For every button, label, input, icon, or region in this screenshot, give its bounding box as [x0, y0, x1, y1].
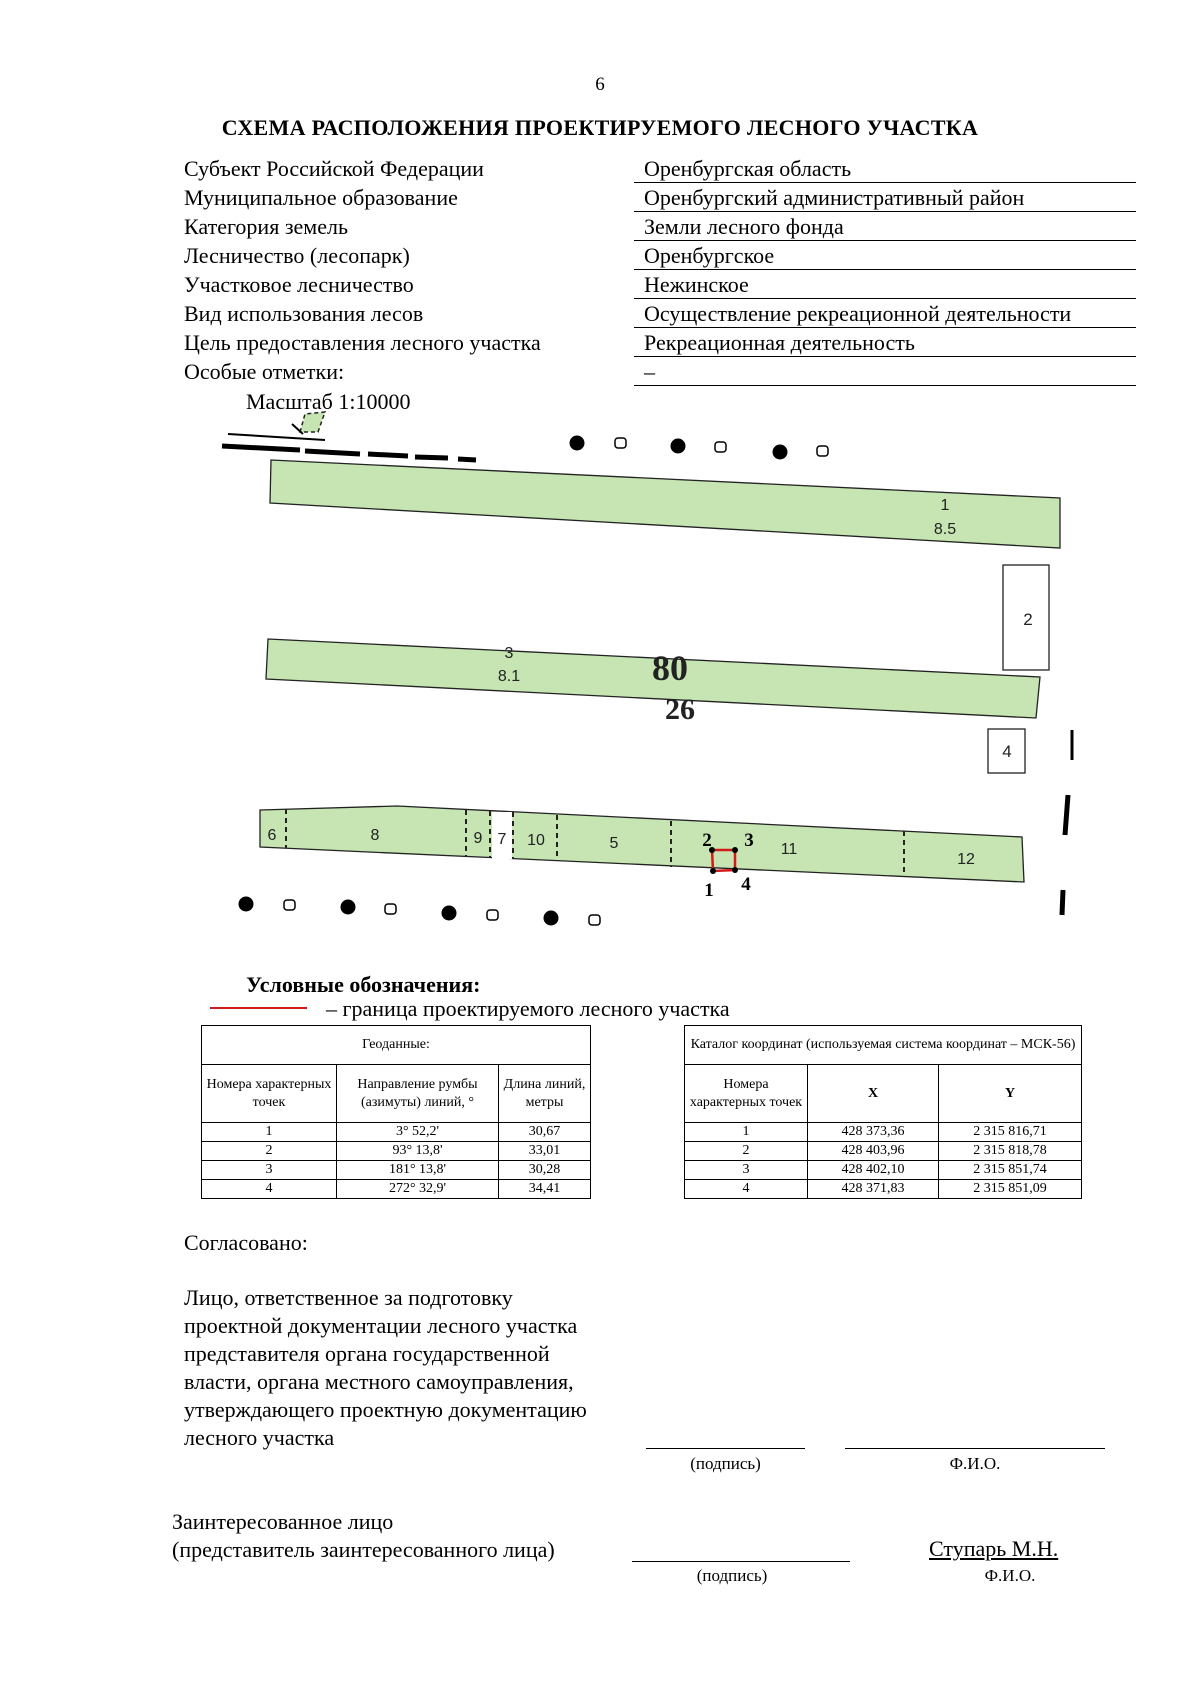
text-line: Заинтересованное лицо — [172, 1509, 394, 1534]
boundary-point-marker — [710, 868, 716, 874]
text-line: представителя органа государственной — [184, 1341, 550, 1366]
legend-boundary-text: – граница проектируемого лесного участка — [326, 996, 730, 1021]
boundary-point-marker — [732, 847, 738, 853]
signature-line-interested — [632, 1561, 850, 1562]
table-row — [202, 1142, 591, 1161]
marker-filled — [239, 897, 254, 912]
interested-person-text — [172, 1508, 555, 1564]
info-label-purpose: Цель предоставления лесного участка — [184, 330, 541, 355]
point-label-2: 2 — [702, 830, 712, 851]
point-label-1: 1 — [704, 880, 714, 901]
cell: 4 — [685, 1180, 808, 1199]
cell: 3 — [685, 1161, 808, 1180]
cell: 2 315 851,09 — [939, 1180, 1082, 1199]
plot-label-7: 7 — [497, 831, 507, 848]
agreed-label: Согласовано: — [184, 1230, 308, 1255]
cell: 181° 13,8' — [337, 1161, 499, 1180]
plot-label-8: 8 — [370, 827, 380, 844]
plot-area-3: 8.1 — [497, 668, 521, 685]
geodata-header-points: Номера характерных точек — [202, 1065, 337, 1123]
road-line — [305, 451, 360, 454]
table-row — [685, 1180, 1082, 1199]
marker-hollow — [817, 446, 828, 456]
cell: 2 — [685, 1142, 808, 1161]
page-number: 6 — [595, 74, 605, 95]
text-line: (представитель заинтересованного лица) — [172, 1537, 555, 1562]
plot-label-9: 9 — [473, 830, 483, 847]
cell: 33,01 — [499, 1142, 591, 1161]
road-line — [415, 457, 448, 458]
road-line — [228, 434, 325, 440]
marker-filled — [570, 436, 585, 451]
plot-label-11: 11 — [780, 841, 798, 858]
marker-hollow — [284, 900, 295, 910]
plot-label-10: 10 — [527, 832, 545, 849]
quarter-area: 26 — [665, 693, 695, 726]
coordinates-catalog-table — [684, 1025, 1082, 1199]
info-value-district-forestry: Нежинское — [634, 272, 1136, 299]
marker-filled — [671, 439, 686, 454]
marker-filled — [544, 911, 559, 926]
cell: 2 — [202, 1142, 337, 1161]
cell: 30,67 — [499, 1123, 591, 1142]
legend-boundary-line — [210, 1007, 307, 1009]
boundary-point-marker — [732, 867, 738, 873]
signature-caption-responsible: (подпись) — [690, 1454, 761, 1473]
geodata-table — [201, 1025, 591, 1199]
info-label-land-category: Категория земель — [184, 214, 348, 239]
table-row — [685, 1161, 1082, 1180]
road-line — [368, 454, 408, 456]
cell: 428 373,36 — [808, 1123, 939, 1142]
info-label-forest-use: Вид использования лесов — [184, 301, 424, 326]
info-value-land-category: Земли лесного фонда — [634, 214, 1136, 241]
info-value-purpose: Рекреационная деятельность — [634, 330, 1136, 357]
marker-filled — [442, 906, 457, 921]
point-label-4: 4 — [741, 874, 751, 895]
road-line — [1065, 795, 1068, 835]
cell: 428 402,10 — [808, 1161, 939, 1180]
text-line: утверждающего проектную документацию — [184, 1397, 587, 1422]
marker-hollow — [589, 915, 600, 925]
road-line — [222, 446, 300, 450]
info-label-subject: Субъект Российской Федерации — [184, 156, 484, 181]
catalog-header-x: X — [808, 1065, 939, 1123]
info-value-subject: Оренбургская область — [634, 156, 1136, 183]
text-line: власти, органа местного самоуправления, — [184, 1369, 574, 1394]
plot-row-bottom — [260, 806, 1024, 882]
cell: 30,28 — [499, 1161, 591, 1180]
plot-label-1: 1 — [940, 497, 950, 514]
table-row — [685, 1123, 1082, 1142]
responsible-person-text — [184, 1284, 587, 1452]
marker-hollow — [385, 904, 396, 914]
plot-area-1: 8.5 — [933, 521, 957, 538]
marker-filled — [773, 445, 788, 460]
catalog-header-y: Y — [939, 1065, 1082, 1123]
table-row — [202, 1161, 591, 1180]
plot-label-6: 6 — [267, 827, 277, 844]
road-line — [1062, 890, 1063, 915]
map-fragment-triangle — [300, 412, 325, 432]
plot-label-3: 3 — [504, 645, 514, 662]
info-value-notes: – — [634, 359, 1136, 386]
info-value-forest-use: Осуществление рекреационной деятельности — [634, 301, 1136, 328]
info-value-forestry: Оренбургское — [634, 243, 1136, 270]
legend-title: Условные обозначения: — [246, 972, 481, 997]
geodata-header-length: Длина линий, метры — [499, 1065, 591, 1123]
quarter-number: 80 — [652, 648, 688, 688]
info-label-district-forestry: Участковое лесничество — [184, 272, 414, 297]
table-row — [202, 1180, 591, 1199]
plot-label-4: 4 — [1002, 742, 1012, 761]
info-label-forestry: Лесничество (лесопарк) — [184, 243, 410, 268]
name-caption-responsible: Ф.И.О. — [949, 1454, 1001, 1473]
plot-label-2: 2 — [1023, 610, 1033, 629]
info-label-notes: Особые отметки: — [184, 359, 345, 384]
cell: 1 — [202, 1123, 337, 1142]
geodata-caption: Геоданные: — [202, 1026, 591, 1065]
interested-person-name: Ступарь М.Н. — [929, 1536, 1059, 1561]
cell: 34,41 — [499, 1180, 591, 1199]
cell: 1 — [685, 1123, 808, 1142]
document-title: СХЕМА РАСПОЛОЖЕНИЯ ПРОЕКТИРУЕМОГО ЛЕСНОГО УЧАСТКА — [221, 115, 979, 140]
info-value-municipality: Оренбургский административный район — [634, 185, 1136, 212]
table-row — [685, 1142, 1082, 1161]
marker-hollow — [615, 438, 626, 448]
cell: 428 371,83 — [808, 1180, 939, 1199]
name-line-responsible — [845, 1448, 1105, 1449]
marker-hollow — [715, 442, 726, 452]
catalog-caption: Каталог координат (используемая система координат – МСК-56) — [685, 1026, 1082, 1065]
marker-filled — [341, 900, 356, 915]
cell: 3 — [202, 1161, 337, 1180]
cell: 4 — [202, 1180, 337, 1199]
info-label-municipality: Муниципальное образование — [184, 185, 458, 210]
cell: 2 315 816,71 — [939, 1123, 1082, 1142]
cell: 272° 32,9' — [337, 1180, 499, 1199]
text-line: лесного участка — [184, 1425, 335, 1450]
map-scale: Масштаб 1:10000 — [246, 389, 411, 414]
catalog-header-points: Номера характерных точек — [685, 1065, 808, 1123]
cell: 428 403,96 — [808, 1142, 939, 1161]
cell: 2 315 851,74 — [939, 1161, 1082, 1180]
marker-hollow — [487, 910, 498, 920]
cell: 93° 13,8' — [337, 1142, 499, 1161]
text-line: проектной документации лесного участка — [184, 1313, 578, 1338]
cell: 3° 52,2' — [337, 1123, 499, 1142]
signature-line-responsible — [646, 1448, 805, 1449]
point-label-3: 3 — [744, 830, 754, 851]
cell: 2 315 818,78 — [939, 1142, 1082, 1161]
geodata-header-direction: Направление румбы (азимуты) линий, ° — [337, 1065, 499, 1123]
road-line — [458, 459, 476, 460]
table-row — [202, 1123, 591, 1142]
name-caption-interested: Ф.И.О. — [984, 1566, 1036, 1585]
plot-label-5: 5 — [609, 835, 619, 852]
text-line: Лицо, ответственное за подготовку — [184, 1285, 513, 1310]
plot-label-12: 12 — [957, 851, 975, 868]
signature-caption-interested: (подпись) — [696, 1566, 768, 1585]
